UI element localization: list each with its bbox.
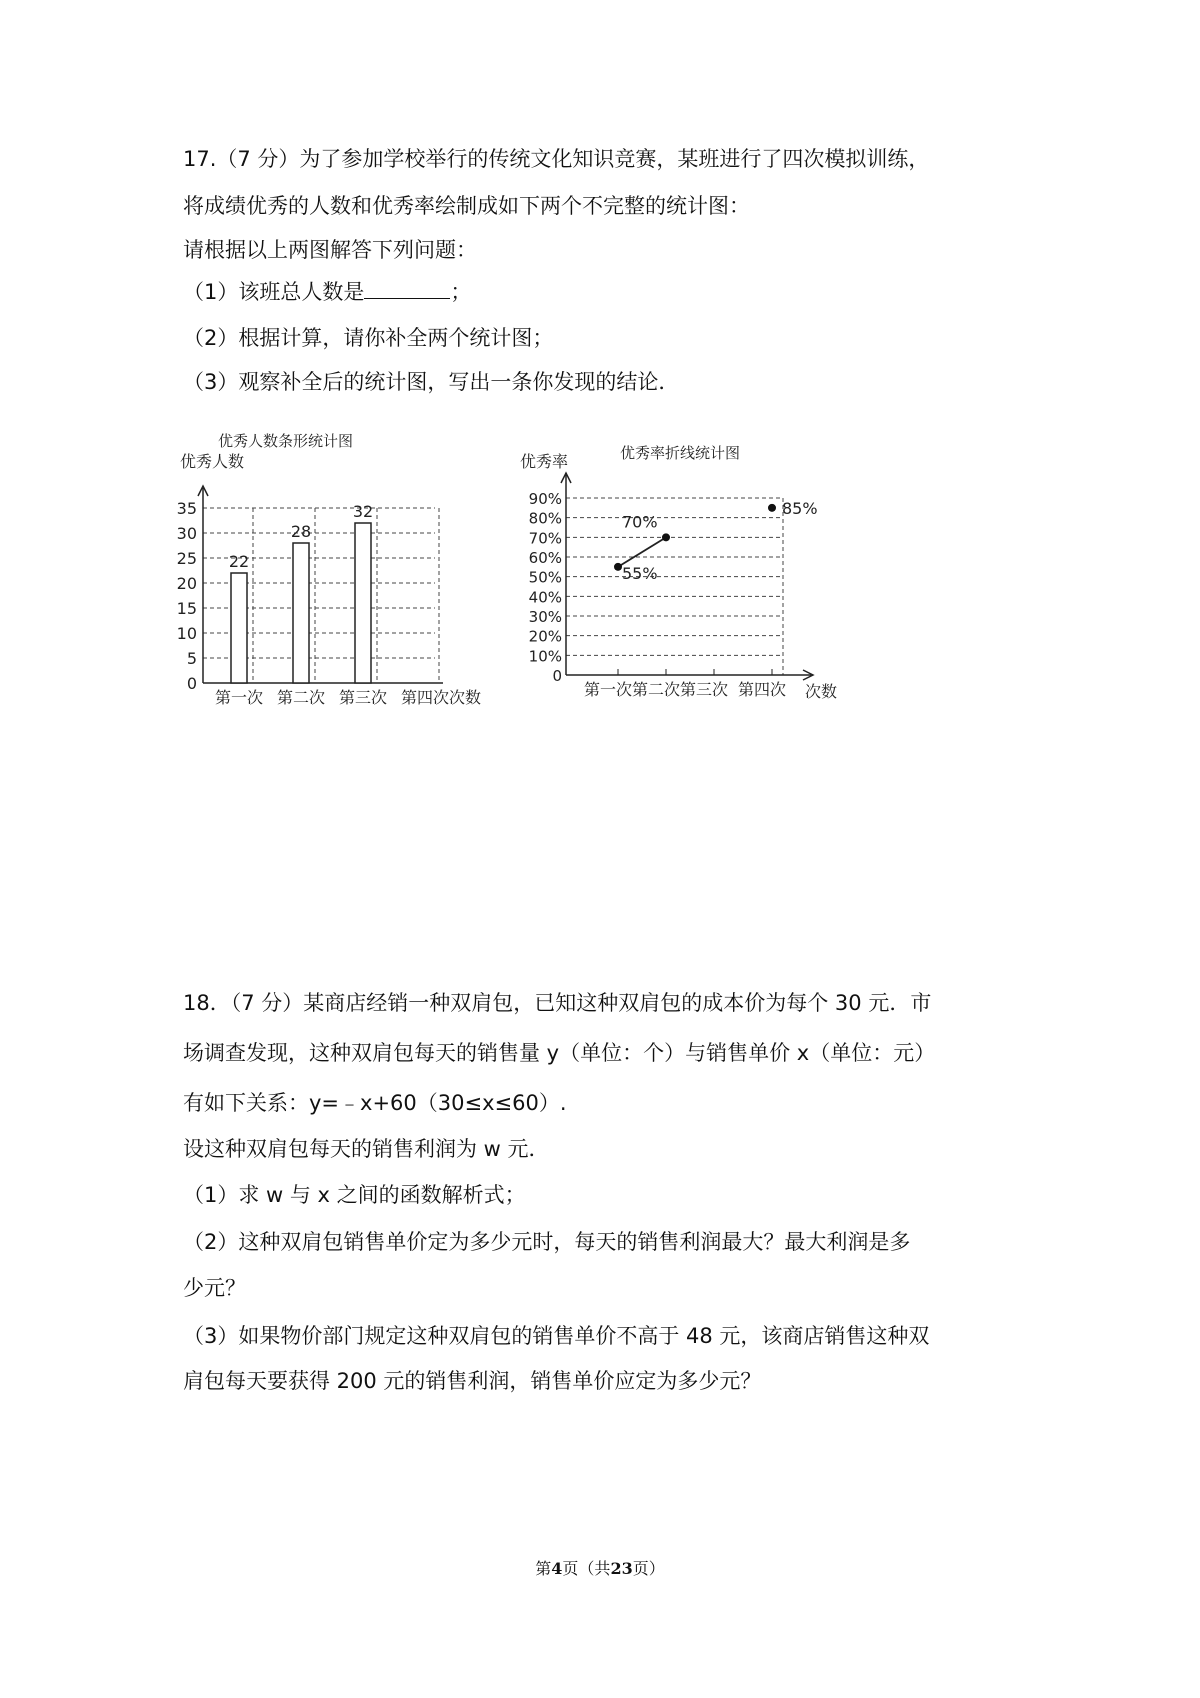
q18-line-4: 设这种双肩包每天的销售利润为 w 元．: [183, 1137, 550, 1161]
line-point-label: 55%: [622, 563, 658, 583]
line-chart-y-tick-label: 10%: [528, 647, 562, 666]
bar-chart-y-tick-label: 30: [176, 524, 197, 543]
page-footer: [0, 1556, 1200, 1579]
line-point: [662, 533, 670, 541]
footer-pre: 第: [535, 1559, 552, 1578]
bar-chart-x-tick-label: 第一次: [214, 688, 264, 707]
q18-part-1: （1）求 w 与 x 之间的函数解析式；: [183, 1183, 526, 1207]
q17-line-3: 请根据以上两图解答下列问题：: [183, 238, 477, 262]
page-total: 23: [610, 1559, 633, 1578]
bar-data-label: 22: [228, 552, 250, 571]
q18-part-3a: （3）如果物价部门规定这种双肩包的销售单价不高于 48 元，该商店销售这种双: [183, 1324, 930, 1348]
line-point-label: 85%: [782, 498, 818, 518]
line-chart-title: 优秀率折线统计图: [620, 444, 741, 462]
line-chart-y-axis-title: 优秀率: [520, 452, 569, 471]
bar-chart-x-axis-title: 次数: [449, 688, 482, 707]
bar-data-label: 32: [352, 502, 374, 521]
line-chart-y-tick-label: 80%: [528, 509, 562, 528]
line-chart-y-tick-label: 20%: [528, 627, 562, 646]
bar-chart-x-tick-label: 第三次: [338, 688, 388, 707]
line-chart-x-tick-label: 第二次: [631, 680, 681, 699]
q17-part-1: [183, 276, 471, 306]
bar: [293, 543, 309, 683]
bar-chart-y-tick-label: 10: [176, 624, 197, 643]
bar-chart-title: 优秀人数条形统计图: [218, 432, 354, 450]
line-series-segment: [618, 537, 666, 567]
bar-chart-x-tick-label: 第二次: [276, 688, 326, 707]
q17-part-2: （2）根据计算，请你补全两个统计图；: [183, 326, 554, 350]
bar-chart-y-tick-label: 25: [176, 549, 197, 568]
line-chart: [520, 430, 920, 770]
answer-blank: [364, 278, 450, 299]
line-chart-y-tick-label: 50%: [528, 568, 562, 587]
bar-chart-y-tick-label: 15: [176, 599, 197, 618]
bar-chart: [176, 430, 520, 770]
q17-part-1-text: （1）该班总人数是: [183, 280, 365, 304]
line-chart-x-tick-label: 第四次: [737, 680, 787, 699]
q18-line-3: 有如下关系：y=﹣x+60（30≤x≤60）.: [183, 1091, 567, 1115]
footer-mid: 页（共: [562, 1559, 611, 1578]
line-point-label: 70%: [622, 512, 658, 532]
line-point: [614, 563, 622, 571]
bar-chart-x-tick-label: 第四次: [400, 688, 450, 707]
line-chart-x-axis-title: 次数: [805, 682, 838, 701]
bar-chart-y-tick-label: 5: [186, 649, 197, 668]
q17-part-1-end: ；: [450, 280, 472, 304]
bar: [355, 523, 371, 683]
line-chart-y-tick-label: 90%: [528, 490, 562, 508]
bar-chart-y-tick-label: 35: [176, 499, 197, 518]
bar: [231, 573, 247, 683]
line-chart-y-tick-label: 40%: [528, 588, 562, 607]
line-chart-y-tick-label: 60%: [528, 549, 562, 567]
q17-part-3: （3）观察补全后的统计图，写出一条你发现的结论．: [183, 370, 680, 394]
line-chart-x-tick-label: 第三次: [679, 680, 729, 699]
line-chart-y-tick-label: 30%: [528, 608, 562, 626]
q17-line-1: 17.（7 分）为了参加学校举行的传统文化知识竞赛，某班进行了四次模拟训练，: [183, 147, 930, 171]
line-chart-figure: [520, 430, 920, 774]
line-chart-y-tick-label: 0: [552, 667, 562, 685]
q18-part-2b: 少元？: [183, 1276, 246, 1300]
line-chart-x-tick-label: 第一次: [583, 680, 633, 699]
line-point: [768, 504, 776, 512]
line-chart-y-tick-label: 70%: [528, 529, 562, 548]
q18-part-2a: （2）这种双肩包销售单价定为多少元时，每天的销售利润最大？最大利润是多: [183, 1230, 911, 1254]
bar-chart-y-axis-title: 优秀人数: [180, 452, 245, 471]
bar-data-label: 28: [290, 522, 312, 541]
bar-chart-figure: [176, 430, 520, 774]
q18-part-3b: 肩包每天要获得 200 元的销售利润，销售单价应定为多少元？: [183, 1369, 762, 1393]
footer-post: 页）: [632, 1559, 665, 1578]
q17-line-2: 将成绩优秀的人数和优秀率绘制成如下两个不完整的统计图：: [183, 194, 750, 218]
q18-line-1: 18．（7 分）某商店经销一种双肩包，已知这种双肩包的成本价为每个 30 元．市: [183, 991, 932, 1015]
bar-chart-y-tick-label: 20: [176, 574, 197, 593]
q18-line-2: 场调查发现，这种双肩包每天的销售量 y（单位：个）与销售单价 x（单位：元）: [183, 1041, 936, 1065]
bar-chart-y-tick-label: 0: [186, 674, 197, 693]
page-number: 4: [551, 1559, 563, 1578]
